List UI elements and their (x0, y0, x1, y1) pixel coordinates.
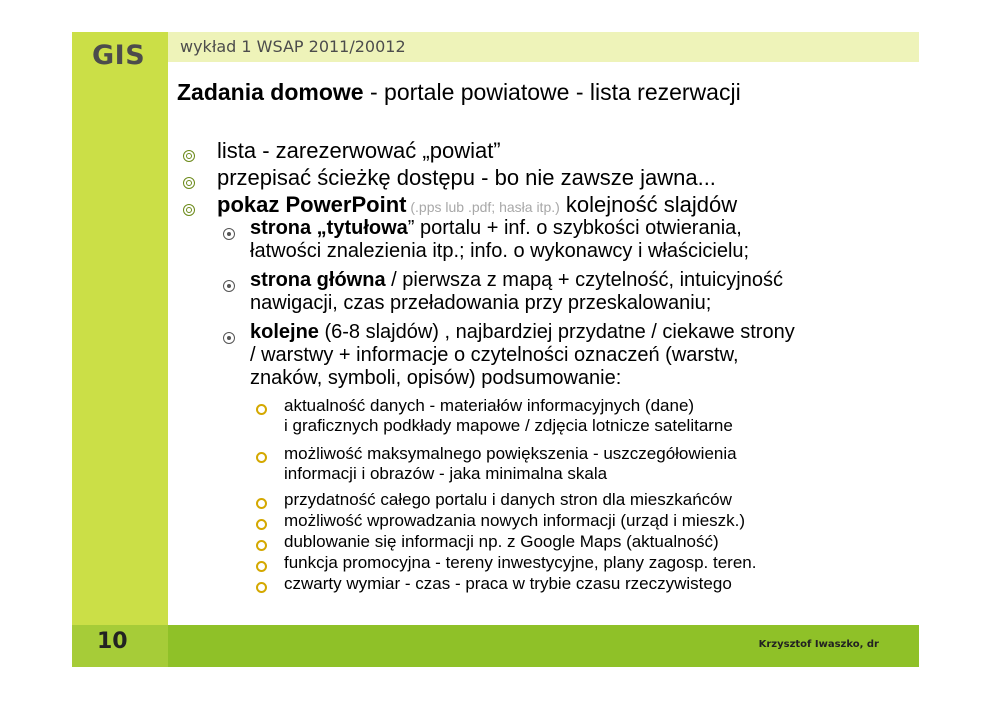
list-item (250, 269, 783, 292)
sub-sub-bullet-icon (256, 452, 267, 463)
sub-bullet-icon (223, 280, 235, 292)
list-item: możliwość wprowadzania nowych informacji (urząd i mieszk.) (284, 511, 746, 530)
list-item: przepisać ścieżkę dostępu - bo nie zawsze jawna... (217, 165, 716, 190)
slide (72, 32, 919, 667)
item-bold: strona główna (250, 269, 386, 291)
list-item-cont: i graficznych podkłady mapowe / zdjęcia lotnicze satelitarne (284, 416, 733, 435)
bullet-icon (183, 204, 195, 216)
list-item-cont: / warstwy + informacje o czytelności oznaczeń (warstw, (250, 344, 739, 366)
list-item-cont: informacji i obrazów - jaka minimalna skala (284, 464, 608, 483)
list-item: lista - zarezerwować „powiat” (217, 138, 501, 163)
title-bold: Zadania domowe (177, 79, 364, 105)
item-rest: / pierwsza z mapą + czytelność, intuicyjność (385, 269, 783, 291)
sub-sub-bullet-icon (256, 540, 267, 551)
list-item (250, 217, 742, 240)
item-bold: kolejne (250, 321, 319, 343)
item-bold: strona „tytułowa (250, 217, 408, 239)
item-grey-note: (.pps lub .pdf; hasła itp.) (406, 199, 560, 215)
page-number: 10 (97, 629, 128, 654)
list-item-cont: łatwości znalezienia itp.; info. o wykonawcy i właścicielu; (250, 240, 750, 262)
list-item (217, 192, 737, 218)
footer-bar (72, 625, 919, 667)
sub-sub-bullet-icon (256, 561, 267, 572)
sub-sub-bullet-icon (256, 498, 267, 509)
gis-logo: GIS (92, 40, 146, 71)
sub-sub-bullet-icon (256, 404, 267, 415)
item-rest: kolejność slajdów (559, 192, 738, 217)
list-item: dublowanie się informacji np. z Google Maps (aktualność) (284, 532, 719, 551)
page-number-box (72, 625, 168, 667)
list-item-cont: nawigacji, czas przeładowania przy przeskalowaniu; (250, 292, 712, 314)
list-item-cont: znaków, symboli, opisów) podsumowanie: (250, 367, 622, 389)
list-item: możliwość maksymalnego powiększenia - uszczegółowienia (284, 444, 737, 463)
list-item: przydatność całego portalu i danych stron dla mieszkańców (284, 490, 732, 509)
page-title (177, 79, 741, 106)
sub-bullet-icon (223, 228, 235, 240)
sub-bullet-icon (223, 332, 235, 344)
title-rest: - portale powiatowe - lista rezerwacji (363, 79, 741, 105)
bullet-icon (183, 150, 195, 162)
sidebar (72, 32, 168, 667)
list-item: czwarty wymiar - czas - praca w trybie czasu rzeczywistego (284, 574, 732, 593)
item-bold: pokaz PowerPoint (217, 192, 407, 217)
item-rest: (6-8 slajdów) , najbardziej przydatne / ciekawe strony (318, 321, 795, 343)
sub-sub-bullet-icon (256, 582, 267, 593)
list-item (250, 321, 795, 344)
bullet-icon (183, 177, 195, 189)
list-item: aktualność danych - materiałów informacyjnych (dane) (284, 396, 695, 415)
course-label: wykład 1 WSAP 2011/20012 (180, 37, 406, 56)
item-rest: ” portalu + inf. o szybkości otwierania, (407, 217, 742, 239)
author-label: Krzysztof Iwaszko, dr (758, 639, 879, 650)
list-item: funkcja promocyjna - tereny inwestycyjne, plany zagosp. teren. (284, 553, 757, 572)
sub-sub-bullet-icon (256, 519, 267, 530)
